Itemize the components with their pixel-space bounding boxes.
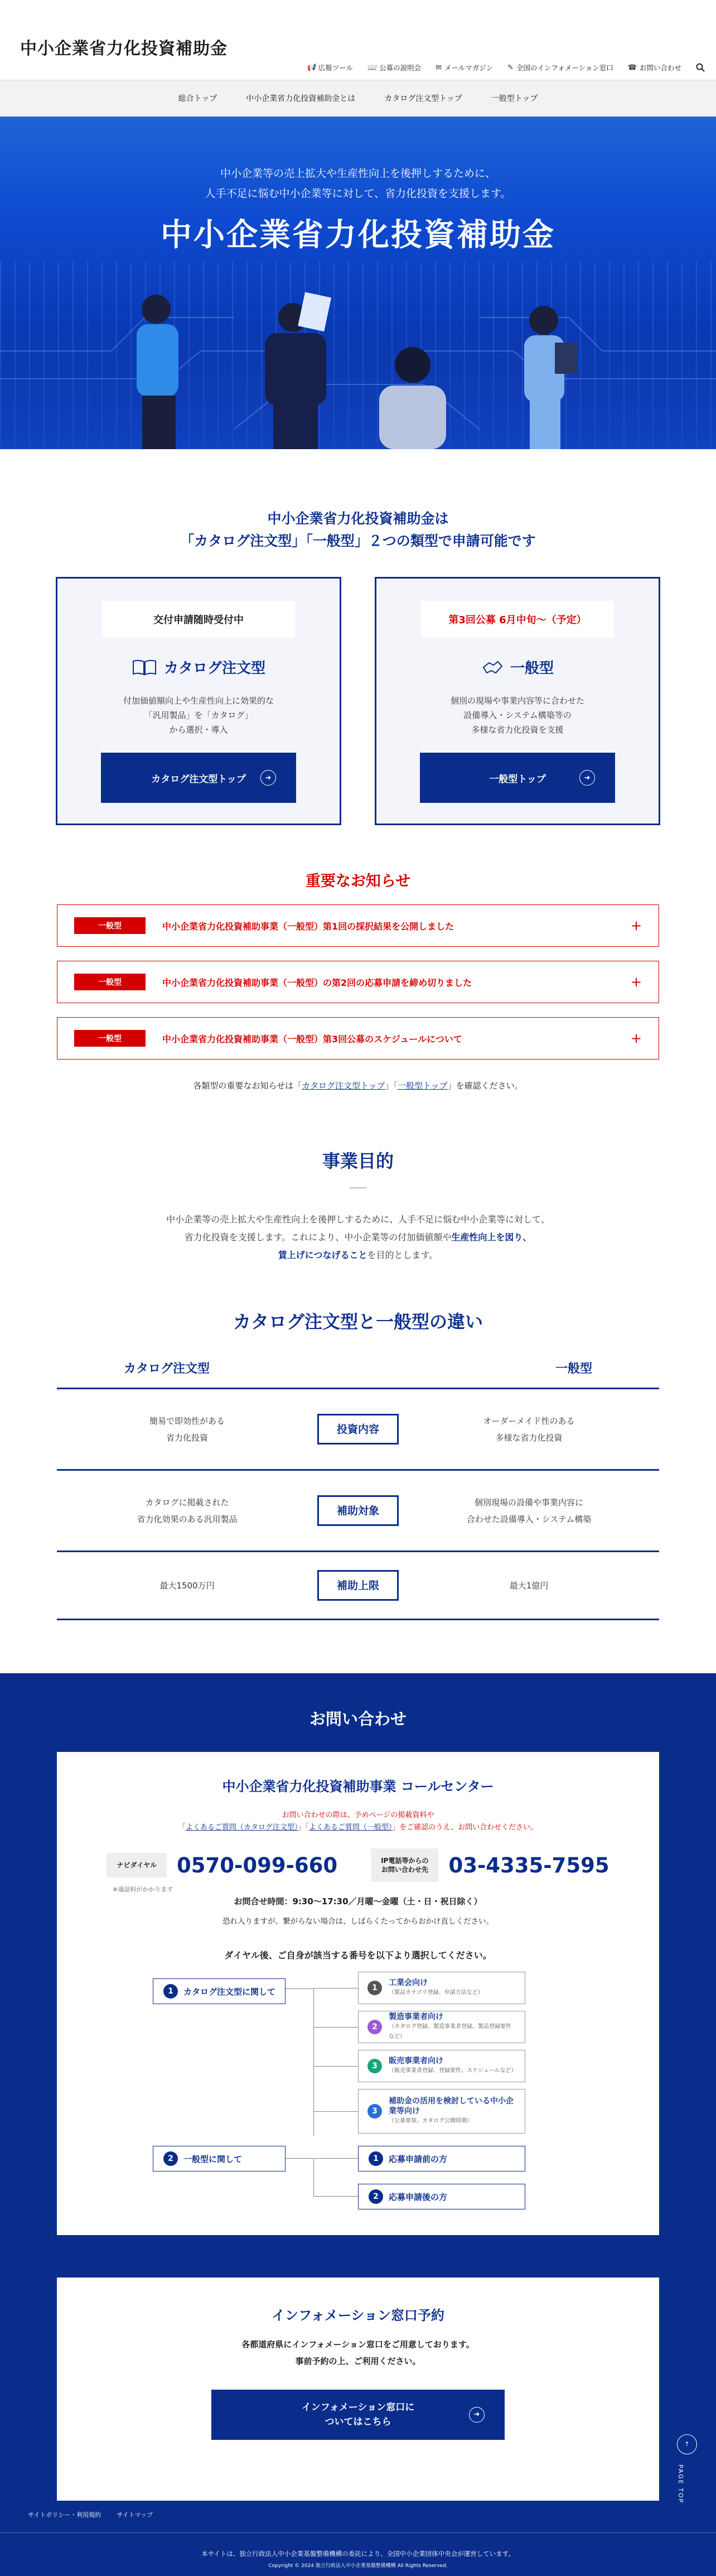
phone-numbers (57, 1848, 659, 1882)
col-general: 一般型 (555, 1362, 592, 1376)
sub-option-title: 工業会向け (389, 1978, 428, 1987)
desc-line: 設備導入・システム構築等の (463, 710, 572, 720)
info-desk-text (57, 2336, 659, 2370)
ip-phone-label (371, 1848, 438, 1882)
notice-tag: 一般型 (74, 917, 146, 934)
intro-line1: 中小企業省力化投資補助金は (267, 511, 449, 527)
megaphone-icon: 📢 (306, 63, 316, 72)
button-label: 一般型トップ (489, 773, 546, 785)
number-badge: 2 (369, 2189, 383, 2204)
tree-line (313, 1988, 314, 2136)
mail-icon: ✉ (436, 63, 442, 72)
tree-line (313, 2196, 358, 2197)
footer-links (28, 2510, 153, 2519)
button-line: インフォメーション窓口に (301, 2402, 415, 2413)
dial-tree (57, 1972, 659, 2217)
divider (350, 1187, 366, 1188)
navi-dial-label: ナビダイヤル (107, 1853, 167, 1877)
type-cards (0, 577, 716, 825)
value-line: 省力化効果のある汎用製品 (137, 1514, 238, 1524)
notices-heading: 重要なお知らせ (305, 873, 411, 890)
sub-option-text (389, 2096, 516, 2126)
notice-text: 中小企業省力化投資補助事業（一般型）の第2回の応募申請を締め切りました (162, 977, 472, 988)
number-badge: 3 (367, 2059, 382, 2073)
option-catalog (153, 1978, 286, 2004)
sub-option-text (389, 2012, 516, 2042)
catalog-value (57, 1494, 317, 1528)
plus-icon: + (630, 1031, 642, 1046)
tree-line (313, 2111, 358, 2112)
card-title (376, 657, 659, 677)
catalog-top-button[interactable] (101, 753, 296, 803)
navi-dial (107, 1853, 337, 1877)
tree-line (313, 2158, 314, 2196)
sub-option (358, 1972, 525, 2004)
site-header (0, 0, 716, 80)
purpose-line (0, 1246, 716, 1264)
card-title-text: カタログ注文型 (163, 660, 265, 677)
contact-section (0, 1673, 716, 2576)
compare-header (57, 1359, 659, 1389)
number-badge: 1 (369, 2151, 383, 2166)
contact-heading: お問い合わせ (309, 1710, 407, 1728)
person-center-left (265, 292, 331, 449)
sub-option (358, 2184, 525, 2209)
notice-item[interactable] (57, 904, 659, 947)
notice-line (57, 1822, 659, 1834)
tree-line (313, 2066, 358, 2067)
notice-tag: 一般型 (74, 1030, 146, 1047)
notice-text: 中小企業省力化投資補助事業（一般型）第1回の採択結果を公開しました (162, 921, 454, 932)
card-catalog (56, 577, 341, 825)
purpose-line (0, 1229, 716, 1246)
sub-option (358, 2146, 525, 2171)
notice-tag: 一般型 (74, 974, 146, 990)
util-link-newsletter[interactable]: ✉ メールマガジン (436, 63, 493, 72)
card-badge: 第3回公募 6月中旬〜（予定） (421, 601, 614, 638)
number-badge: 2 (367, 2020, 382, 2034)
notice-text: 「 (178, 1823, 186, 1832)
phone-icon: ☎ (627, 63, 637, 72)
number-badge: 2 (163, 2151, 178, 2166)
page-top-label: PAGE TOP (677, 2464, 684, 2503)
desc-line: 付加価値額向上や生産性向上に効果的な (123, 696, 274, 706)
sitemap-link[interactable]: サイトマップ (117, 2511, 153, 2519)
compare-table (57, 1359, 659, 1620)
sub-option (358, 2089, 525, 2134)
sub-option (358, 2050, 525, 2082)
ip-phone-number[interactable]: 03-4335-7595 (448, 1853, 609, 1877)
sub-option-title: 応募申請前の方 (389, 2154, 448, 2164)
value-line: 多様な省力化投資 (495, 1432, 563, 1443)
notices-footer (0, 1080, 716, 1091)
sub-option-title: 販売事業者向け (389, 2057, 443, 2065)
purpose-text-part: を目的とします。 (367, 1250, 438, 1260)
call-center-title: 中小企業省力化投資補助事業 コールセンター (222, 1779, 494, 1794)
col-catalog: カタログ注文型 (124, 1362, 210, 1376)
hero-banner (0, 117, 716, 449)
book-icon: 📖 (367, 63, 377, 72)
faq-general-link[interactable]: よくあるご質問（一般型） (308, 1823, 393, 1832)
button-line: ついてはこちら (325, 2416, 391, 2428)
value-line: カタログに掲載された (145, 1497, 229, 1508)
sub-option-detail: （公募要領、カタログ公開時期） (389, 2118, 472, 2124)
value-line: 簡易で即効性がある (149, 1415, 225, 1426)
dial-instruction: ダイヤル後、ご自身が該当する番号を以下より選択してください。 (224, 1950, 492, 1961)
tree-line (286, 1988, 313, 1989)
option-label: 一般型に関して (183, 2154, 243, 2164)
catalog-value: 最大1500万円 (159, 1580, 215, 1591)
option-general (153, 2146, 286, 2171)
purpose-heading: 事業目的 (322, 1150, 394, 1172)
notice-item[interactable] (57, 961, 659, 1003)
tree-line (286, 2158, 358, 2159)
info-line: 各都道府県にインフォメーション窓口をご用意しております。 (241, 2339, 475, 2349)
footer-text: 各類型の重要なお知らせは「 (193, 1081, 302, 1091)
sub-option (358, 2011, 525, 2043)
utility-nav (306, 62, 705, 73)
hero-lead-line2: 人手不足に悩む中小企業等に対して、省力化投資を支援します。 (205, 187, 511, 200)
desc-line: から選択・導入 (169, 725, 228, 735)
notice-text: 」をご確認のうえ、お問い合わせください。 (392, 1823, 538, 1832)
intro-heading (0, 508, 716, 552)
arrow-up-icon: ↑ (677, 2434, 697, 2454)
nav-item-catalog[interactable]: カタログ注文型トップ (384, 94, 462, 103)
tree-line (313, 2027, 358, 2028)
site-logo[interactable]: 中小企業省力化投資補助金 (20, 39, 228, 59)
desc-line: 「汎用製品」を「カタログ」 (144, 710, 253, 720)
global-nav (0, 80, 716, 117)
desc-line: 多様な省力化投資を支援 (471, 725, 564, 735)
busy-note: 恐れ入りますが、繋がらない場合は、しばらくたってからおかけ直しください。 (222, 1917, 494, 1926)
desc-line: 個別の現場や事業内容等に合わせた (450, 696, 584, 706)
search-icon[interactable] (696, 63, 705, 72)
purpose-emphasis: 賃上げにつなげること (278, 1250, 367, 1260)
call-center-box (57, 1752, 659, 2235)
notice-text: 中小企業省力化投資補助事業（一般型）第3回公募のスケジュールについて (162, 1033, 462, 1044)
notice-text: 」「 (298, 1823, 309, 1832)
compare-row (57, 1471, 659, 1552)
sub-option-detail: （製品カテゴリ登録、申請方法など） (389, 1990, 483, 1996)
notice-item[interactable] (57, 1017, 659, 1060)
contact-notice (57, 1809, 659, 1834)
general-top-button[interactable] (420, 753, 615, 803)
footer-text: 」「 (385, 1081, 398, 1091)
nav-item-general[interactable]: 一般型トップ (491, 94, 538, 103)
value-line: オーダーメイド性のある (483, 1415, 575, 1426)
sub-option-detail: （販売事業者登録、登録要件、スケジュールなど） (389, 2068, 517, 2074)
button-label (302, 2400, 414, 2429)
card-title-text: 一般型 (510, 660, 554, 677)
info-desk-button[interactable] (211, 2390, 505, 2440)
catalog-value (57, 1413, 317, 1446)
purpose-line: 中小企業等の売上拡大や生産性向上を後押しするために、人手不足に悩む中小企業等に対して、 (166, 1214, 550, 1225)
site-footer (0, 2532, 716, 2576)
sub-option-title: 製造事業者向け (389, 2012, 443, 2021)
compare-heading: カタログ注文型と一般型の違い (233, 1311, 483, 1332)
arrow-right-icon: ➜ (260, 770, 276, 786)
intro-line2: 「カタログ注文型」「一般型」２つの類型で申請可能です (180, 533, 536, 549)
number-badge: 3 (367, 2104, 382, 2118)
purpose-text-part: 省力化投資を支援します。これにより、中小企業等の付加価値額や (184, 1232, 452, 1243)
compare-row (57, 1552, 659, 1620)
plus-icon: + (630, 974, 642, 990)
nav-item-home[interactable]: 総合トップ (178, 94, 217, 103)
hero-lead (0, 163, 716, 204)
general-value (399, 1494, 659, 1528)
util-link-briefing[interactable]: 📖 公募の説明会 (367, 63, 422, 72)
card-title (57, 657, 340, 677)
nav-item-about[interactable]: 中小企業省力化投資補助金とは (246, 94, 356, 103)
sub-option-title: 応募申請後の方 (389, 2192, 448, 2202)
label-line: IP電話等からの (381, 1857, 429, 1865)
copyright: Copyright © 2024 独立行政法人中小企業基盤整備機構 All Rights Reserved. (268, 2563, 448, 2569)
row-label: 補助上限 (317, 1570, 399, 1601)
label-line: お問い合わせ先 (381, 1866, 428, 1874)
catalog-top-link[interactable]: カタログ注文型トップ (301, 1081, 385, 1091)
sub-option-detail: （カタログ登録、製造事業者登録、製品登録要件など） (389, 2024, 511, 2040)
sub-option-text (389, 2056, 516, 2076)
purpose-emphasis: 生産性向上を図り、 (451, 1232, 532, 1243)
catalog-book-icon (132, 658, 157, 676)
row-label: 補助対象 (317, 1495, 399, 1526)
sub-option-title: 補助金の活用を検討している中小企業等向け (389, 2097, 514, 2116)
option-label: カタログ注文型に関して (183, 1986, 276, 1997)
sub-option-text (389, 1978, 483, 1998)
util-link-promo[interactable]: 📢 広報ツール (306, 63, 353, 72)
info-desk-box (57, 2278, 659, 2501)
util-link-contact[interactable]: ☎ お問い合わせ (627, 63, 681, 72)
card-desc (57, 694, 340, 737)
purpose-text (0, 1211, 716, 1264)
number-badge: 1 (163, 1984, 178, 1999)
page-top-button[interactable] (677, 2434, 697, 2503)
footer-text: 」を確認ください。 (447, 1081, 523, 1091)
hero-lead-line1: 中小企業等の売上拡大や生産性向上を後押しするために、 (220, 167, 496, 180)
button-label: カタログ注文型トップ (151, 773, 246, 785)
person-seated (379, 347, 446, 449)
footer-note: 本サイトは、独立行政法人中小企業基盤整備機構の委託により、全国中小企業団体中央会が運営しています。 (201, 2550, 515, 2558)
value-line: 省力化投資 (166, 1432, 208, 1443)
number-badge: 1 (367, 1981, 382, 1995)
person-right (524, 306, 577, 449)
card-badge: 交付申請随時受付中 (102, 601, 295, 638)
faq-catalog-link[interactable]: よくあるご質問（カタログ注文型） (185, 1823, 298, 1832)
card-general (375, 577, 660, 825)
hero-title: 中小企業省力化投資補助金 (161, 217, 555, 253)
notice-line: お問い合わせの際は、予めページの掲載資料や (282, 1811, 434, 1819)
navi-dial-number[interactable]: 0570-099-660 (177, 1853, 338, 1877)
general-value: 最大1億円 (509, 1580, 549, 1591)
site-policy-link[interactable]: サイトポリシー・利用規約 (28, 2511, 101, 2519)
plus-icon: + (630, 918, 642, 933)
compare-row (57, 1389, 659, 1471)
handshake-icon (481, 657, 504, 677)
arrow-right-icon: ➜ (469, 2407, 485, 2423)
info-line: 事前予約の上、ご利用ください。 (295, 2356, 421, 2366)
contact-hours: お問合せ時間：9:30〜17:30／月曜〜金曜（土・日・祝日除く） (234, 1896, 482, 1906)
arrow-right-icon: ➜ (579, 770, 595, 786)
value-line: 個別現場の設備や事業内容に (474, 1497, 583, 1508)
value-line: 合わせた設備導入・システム構築 (466, 1514, 592, 1524)
call-charge-note: ※通話料がかかります (113, 1886, 173, 1893)
card-desc (376, 694, 659, 737)
general-top-link[interactable]: 一般型トップ (398, 1081, 448, 1091)
info-desk-heading: インフォメーション窓口予約 (272, 2308, 444, 2323)
general-value (399, 1413, 659, 1446)
util-link-info-desk[interactable]: ✎ 全国のインフォメーション窓口 (507, 63, 613, 72)
pen-icon: ✎ (507, 63, 514, 72)
row-label: 投資内容 (317, 1414, 399, 1445)
ip-phone (371, 1848, 609, 1882)
